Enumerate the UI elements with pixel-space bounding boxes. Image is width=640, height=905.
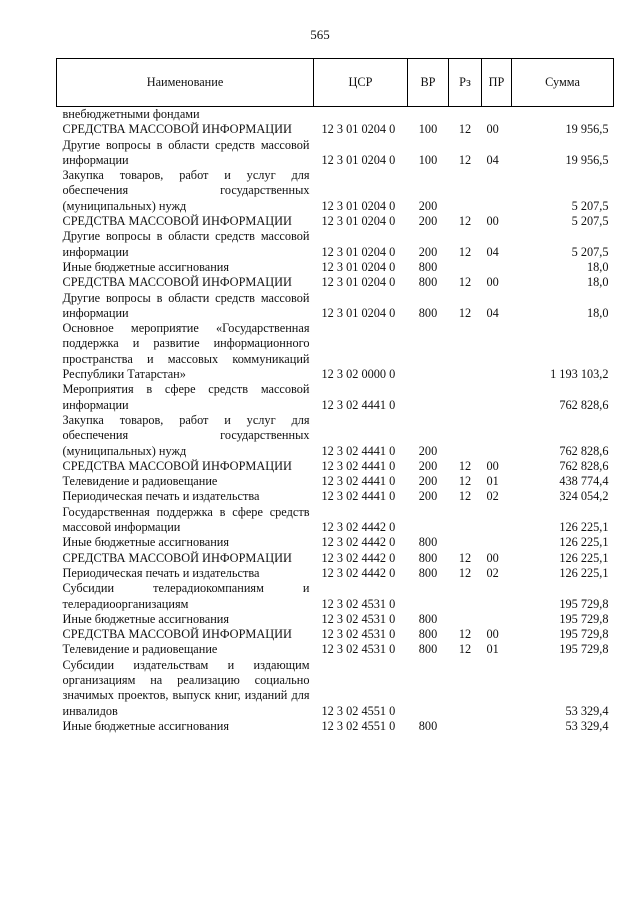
row-rz: 12: [458, 642, 472, 657]
row-pr: 02: [486, 565, 499, 580]
row-name: Иные бюджетные ассигнования: [62, 611, 230, 626]
row-name: СРЕДСТВА МАССОВОЙ ИНФОРМАЦИИ: [62, 275, 292, 290]
row-name: Субсидии телерадиокомпаниям и телерадиоорганизациям: [62, 581, 310, 611]
row-name: Закупка товаров, работ и услуг для обеспечения государственных (муниципальных) нужд: [62, 168, 310, 213]
row-pr: [482, 321, 512, 382]
table-row: [57, 275, 614, 290]
row-name: СРЕДСТВА МАССОВОЙ ИНФОРМАЦИИ: [62, 122, 292, 137]
row-csr: 12 3 01 0204 0: [321, 122, 396, 137]
row-pr: [482, 719, 512, 734]
row-csr: 12 3 02 4442 0: [321, 535, 396, 550]
row-pr: [482, 612, 512, 627]
table-row: [57, 382, 614, 413]
row-name: внебюджетными фондами: [62, 107, 200, 121]
row-name: Телевидение и радиовещание: [62, 642, 218, 657]
row-csr: 12 3 01 0204 0: [321, 305, 396, 320]
row-vr: 800: [418, 642, 438, 657]
row-pr: [482, 382, 512, 413]
row-rz: [449, 505, 482, 536]
table-row: [57, 474, 614, 489]
row-csr: 12 3 02 4442 0: [321, 550, 396, 565]
table-row: [57, 642, 614, 657]
row-sum: 19 956,5: [565, 152, 609, 167]
row-pr: 04: [486, 152, 499, 167]
page-number: 565: [310, 27, 330, 42]
table-row: [57, 321, 614, 382]
table-body: [57, 107, 614, 735]
row-vr: 800: [418, 611, 438, 626]
row-rz: [449, 413, 482, 459]
table-row: [57, 535, 614, 550]
row-pr: [482, 505, 512, 536]
row-pr: [482, 413, 512, 459]
row-csr: 12 3 02 4442 0: [321, 565, 396, 580]
row-name: Другие вопросы в области средств массовой информации: [62, 290, 310, 320]
row-name: СРЕДСТВА МАССОВОЙ ИНФОРМАЦИИ: [62, 550, 292, 565]
row-rz: 12: [458, 474, 472, 489]
row-sum: 324 054,2: [559, 489, 609, 504]
row-pr: [482, 535, 512, 550]
row-sum: 5 207,5: [571, 214, 609, 229]
row-name: Периодическая печать и издательства: [62, 489, 260, 504]
row-csr: 12 3 01 0204 0: [321, 259, 396, 274]
header-pr: ПР: [482, 59, 512, 107]
row-csr: 12 3 01 0204 0: [321, 152, 396, 167]
row-rz: [449, 719, 482, 734]
table-row: [57, 138, 614, 169]
table-row: [57, 291, 614, 322]
table-row: [57, 168, 614, 214]
row-pr: 04: [486, 305, 499, 320]
row-pr: 00: [486, 275, 499, 290]
row-vr: 100: [418, 122, 438, 137]
row-rz: 12: [458, 458, 472, 473]
row-vr: 800: [418, 565, 438, 580]
row-vr: 800: [418, 550, 438, 565]
row-csr: 12 3 01 0204 0: [321, 198, 396, 213]
budget-table: [56, 58, 614, 734]
row-csr: 12 3 02 4441 0: [321, 397, 396, 412]
row-vr: [408, 107, 449, 123]
row-sum: 195 729,8: [559, 611, 609, 626]
row-rz: [449, 382, 482, 413]
row-rz: 12: [458, 122, 472, 137]
row-sum: 19 956,5: [565, 122, 609, 137]
row-csr: 12 3 02 4531 0: [321, 611, 396, 626]
table-row: [57, 612, 614, 627]
row-rz: 12: [458, 244, 472, 259]
row-name: Иные бюджетные ассигнования: [62, 535, 230, 550]
row-pr: [482, 260, 512, 275]
row-sum: 762 828,6: [559, 458, 609, 473]
row-csr: 12 3 02 4442 0: [321, 520, 396, 535]
row-rz: [449, 168, 482, 214]
row-name: Периодическая печать и издательства: [62, 565, 260, 580]
row-name: СРЕДСТВА МАССОВОЙ ИНФОРМАЦИИ: [62, 214, 292, 229]
row-csr: 12 3 02 4441 0: [321, 443, 396, 458]
row-vr: 200: [418, 474, 438, 489]
row-sum: 18,0: [586, 305, 609, 320]
row-csr: 12 3 02 4531 0: [321, 627, 396, 642]
header-name: Наименование: [57, 59, 314, 107]
row-csr: 12 3 02 0000 0: [321, 367, 396, 382]
row-pr: 00: [486, 122, 499, 137]
row-rz: [449, 612, 482, 627]
row-rz: [449, 658, 482, 719]
table-row: [57, 107, 614, 123]
row-pr: 04: [486, 244, 499, 259]
row-vr: 200: [418, 214, 438, 229]
row-csr: 12 3 02 4531 0: [321, 596, 396, 611]
header-vr: ВР: [408, 59, 449, 107]
table-row: [57, 581, 614, 612]
row-csr: 12 3 02 4551 0: [321, 703, 396, 718]
table-row: [57, 489, 614, 504]
header-sum: Сумма: [512, 59, 614, 107]
row-sum: 5 207,5: [571, 198, 609, 213]
row-sum: 53 329,4: [565, 718, 609, 733]
row-csr: 12 3 02 4551 0: [321, 718, 396, 733]
row-sum: 126 225,1: [559, 535, 609, 550]
row-vr: 800: [418, 305, 438, 320]
row-sum: 762 828,6: [559, 397, 609, 412]
header-csr: ЦСР: [314, 59, 408, 107]
row-sum: 195 729,8: [559, 627, 609, 642]
row-name: СРЕДСТВА МАССОВОЙ ИНФОРМАЦИИ: [62, 627, 292, 642]
row-pr: 01: [486, 474, 499, 489]
row-rz: [449, 535, 482, 550]
table-row: [57, 505, 614, 536]
row-rz: [449, 581, 482, 612]
table-row: [57, 658, 614, 719]
row-pr: 01: [486, 642, 499, 657]
row-sum: 438 774,4: [559, 474, 609, 489]
table-row: [57, 413, 614, 459]
row-pr: 00: [486, 627, 499, 642]
row-name: Иные бюджетные ассигнования: [62, 718, 230, 733]
row-rz: 12: [458, 627, 472, 642]
row-csr: 12 3 02 4441 0: [321, 474, 396, 489]
row-sum: 1 193 103,2: [550, 367, 609, 382]
row-csr: 12 3 02 4441 0: [321, 458, 396, 473]
row-vr: 200: [418, 198, 438, 213]
row-vr: 800: [418, 259, 438, 274]
row-sum: 195 729,8: [559, 596, 609, 611]
row-vr: [408, 505, 449, 536]
row-rz: 12: [458, 565, 472, 580]
row-csr: 12 3 02 4531 0: [321, 642, 396, 657]
table-row: [57, 719, 614, 734]
row-name: Государственная поддержка в сфере средств массовой информации: [62, 504, 310, 535]
row-pr: [482, 107, 512, 123]
row-vr: 800: [418, 627, 438, 642]
row-vr: [408, 658, 449, 719]
row-rz: 12: [458, 214, 472, 229]
row-rz: [449, 107, 482, 123]
table-row: [57, 260, 614, 275]
row-pr: 02: [486, 489, 499, 504]
header-rz: Рз: [449, 59, 482, 107]
row-csr: 12 3 01 0204 0: [321, 244, 396, 259]
row-pr: [482, 168, 512, 214]
row-sum: [512, 107, 614, 123]
row-rz: [449, 321, 482, 382]
row-csr: 12 3 01 0204 0: [321, 275, 396, 290]
row-rz: 12: [458, 305, 472, 320]
row-pr: 00: [486, 550, 499, 565]
row-vr: 200: [418, 489, 438, 504]
row-rz: 12: [458, 152, 472, 167]
table-row: [57, 229, 614, 260]
row-csr: 12 3 01 0204 0: [321, 214, 396, 229]
row-sum: 53 329,4: [565, 703, 609, 718]
row-vr: [408, 321, 449, 382]
row-pr: 00: [486, 214, 499, 229]
row-vr: [408, 581, 449, 612]
row-vr: 800: [418, 535, 438, 550]
row-sum: 126 225,1: [559, 565, 609, 580]
row-name: СРЕДСТВА МАССОВОЙ ИНФОРМАЦИИ: [62, 458, 292, 473]
row-rz: [449, 260, 482, 275]
row-name: Другие вопросы в области средств массовой информации: [62, 229, 310, 259]
row-name: Закупка товаров, работ и услуг для обеспечения государственных (муниципальных) нужд: [62, 412, 310, 458]
table-row: [57, 551, 614, 566]
row-pr: [482, 658, 512, 719]
row-vr: 200: [418, 443, 438, 458]
table-row: [57, 122, 614, 137]
row-rz: 12: [458, 550, 472, 565]
table-header: [57, 59, 614, 107]
row-name: Основное мероприятие «Государственная поддержка и развитие информационного пространства и массовых коммуникаций Республики Татарстан»: [62, 321, 310, 382]
row-vr: [408, 382, 449, 413]
row-sum: 18,0: [586, 275, 609, 290]
table-row: [57, 214, 614, 229]
row-rz: 12: [458, 275, 472, 290]
table-row: [57, 627, 614, 642]
row-csr: 12 3 02 4441 0: [321, 489, 396, 504]
row-sum: 762 828,6: [559, 443, 609, 458]
row-name: Мероприятия в сфере средств массовой информации: [62, 382, 310, 412]
table-row: [57, 459, 614, 474]
row-vr: 100: [418, 152, 438, 167]
row-pr: [482, 581, 512, 612]
row-name: Иные бюджетные ассигнования: [62, 259, 230, 274]
row-sum: 126 225,1: [559, 520, 609, 535]
row-name: Субсидии издательствам и издающим организациям на реализацию социально значимых проектов, выпуск книг, изданий для инвалидов: [62, 657, 310, 718]
row-vr: 200: [418, 244, 438, 259]
row-sum: 5 207,5: [571, 244, 609, 259]
row-sum: 126 225,1: [559, 550, 609, 565]
row-csr: [314, 107, 408, 123]
row-pr: 00: [486, 458, 499, 473]
row-sum: 18,0: [586, 259, 609, 274]
row-vr: 200: [418, 458, 438, 473]
row-vr: 800: [418, 275, 438, 290]
row-rz: 12: [458, 489, 472, 504]
row-vr: 800: [418, 718, 438, 733]
row-name: Другие вопросы в области средств массовой информации: [62, 137, 310, 167]
table-row: [57, 566, 614, 581]
row-name: Телевидение и радиовещание: [62, 474, 218, 489]
row-sum: 195 729,8: [559, 642, 609, 657]
